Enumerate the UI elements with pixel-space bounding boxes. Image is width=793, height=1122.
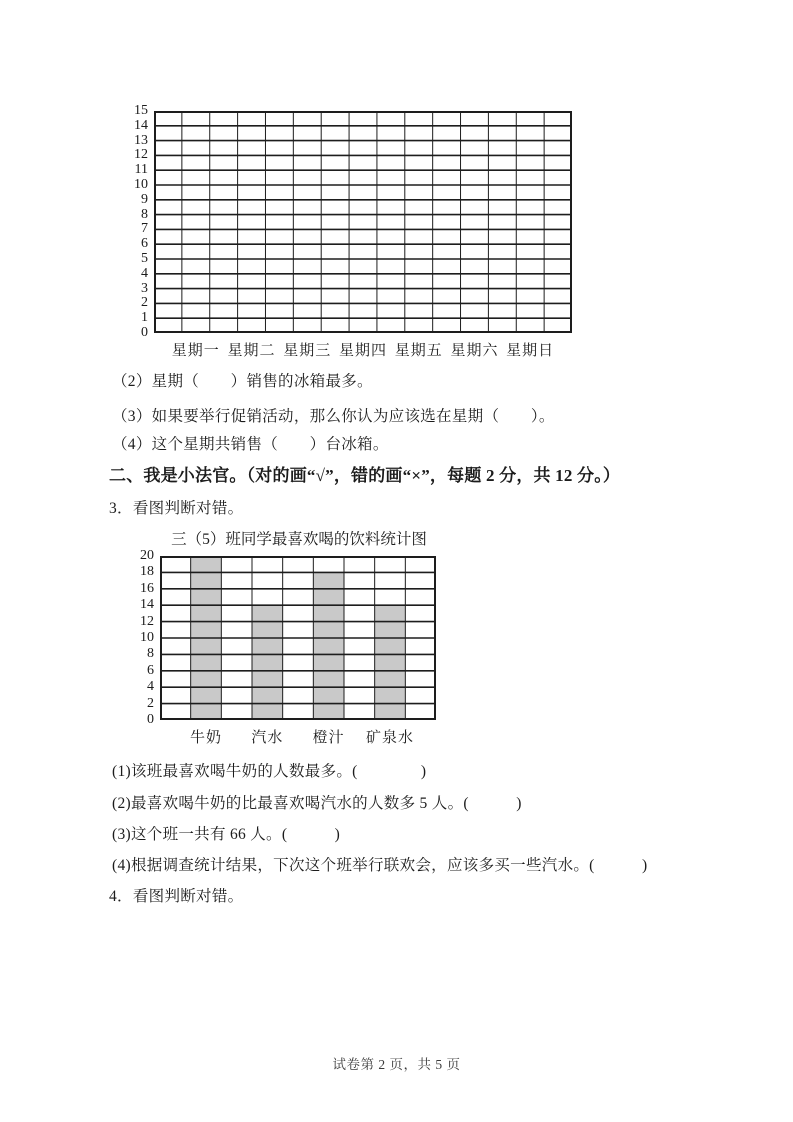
y-tick-label: 1 — [141, 310, 148, 326]
x-axis-label: 橙汁 — [312, 730, 345, 746]
y-tick-label: 8 — [147, 646, 154, 662]
y-tick-label: 14 — [140, 597, 154, 613]
x-axis-label: 星期日 — [506, 343, 555, 359]
x-axis-label: 星期二 — [227, 343, 276, 359]
bar-汽水 — [252, 605, 283, 720]
x-axis-label: 星期四 — [338, 343, 388, 359]
y-tick-label: 13 — [134, 132, 148, 148]
question-2-item-2: （2）星期（ ）销售的冰箱最多。 — [112, 373, 373, 390]
y-tick-label: 12 — [134, 147, 148, 163]
y-tick-label: 4 — [141, 265, 148, 281]
y-tick-label: 10 — [140, 630, 154, 645]
y-tick-label: 16 — [140, 580, 154, 596]
bar-橙汁 — [313, 572, 344, 720]
y-tick-label: 7 — [141, 221, 148, 237]
y-tick-label: 5 — [141, 251, 148, 266]
page-footer: 试卷第 2 页，共 5 页 — [332, 1057, 461, 1072]
y-tick-label: 8 — [141, 206, 148, 222]
x-axis-label: 星期六 — [450, 343, 499, 359]
q3-statement-2: (2)最喜欢喝牛奶的比最喜欢喝汽水的人数多 5 人。( ) — [112, 795, 522, 812]
y-tick-label: 0 — [147, 712, 154, 727]
y-tick-label: 11 — [134, 162, 148, 178]
y-tick-label: 20 — [140, 548, 154, 563]
y-tick-label: 2 — [147, 695, 154, 711]
q3-statement-3: (3)这个班一共有 66 人。( ) — [112, 826, 341, 843]
question-3-label: 3．看图判断对错。 — [109, 500, 244, 517]
drink-chart-title: 三（5）班同学最喜欢喝的饮料统计图 — [171, 531, 427, 548]
week-sales-empty-grid-chart — [126, 98, 596, 362]
y-tick-label: 2 — [141, 295, 148, 311]
drink-chart-plot-area — [160, 556, 436, 720]
y-tick-label: 15 — [134, 103, 148, 118]
y-tick-label: 4 — [147, 679, 154, 695]
x-axis-label: 星期一 — [171, 343, 220, 359]
y-tick-label: 14 — [134, 117, 148, 133]
bar-矿泉水 — [375, 605, 406, 720]
y-tick-label: 6 — [147, 662, 154, 678]
y-tick-label: 6 — [141, 236, 148, 252]
x-axis-label: 星期五 — [394, 343, 443, 359]
drink-bar-chart — [132, 550, 462, 750]
question-4-label: 4．看图判断对错。 — [109, 888, 244, 905]
x-axis-label: 牛奶 — [189, 730, 223, 746]
y-tick-label: 0 — [141, 325, 148, 340]
y-tick-label: 18 — [140, 564, 154, 580]
y-tick-label: 12 — [140, 613, 154, 629]
y-tick-label: 3 — [141, 280, 148, 296]
y-tick-label: 9 — [141, 191, 148, 207]
week-grid-plot-area — [154, 111, 572, 333]
question-2-item-4: （4）这个星期共销售（ ）台冰箱。 — [112, 436, 389, 453]
q3-statement-1: (1)该班最喜欢喝牛奶的人数最多。( ) — [112, 763, 427, 780]
x-axis-label: 汽水 — [251, 730, 284, 746]
q3-statement-4: (4)根据调查统计结果，下次这个班举行联欢会，应该多买一些汽水。( ) — [112, 857, 648, 874]
x-axis-label: 矿泉水 — [365, 730, 415, 746]
question-2-item-3: （3）如果要举行促销活动，那么你认为应该选在星期（ ）。 — [112, 408, 555, 425]
x-axis-label: 星期三 — [283, 343, 332, 359]
y-tick-label: 10 — [134, 177, 148, 192]
section-2-header: 二、我是小法官。（对的画“√”，错的画“×”，每题 2 分，共 12 分。） — [109, 466, 621, 485]
